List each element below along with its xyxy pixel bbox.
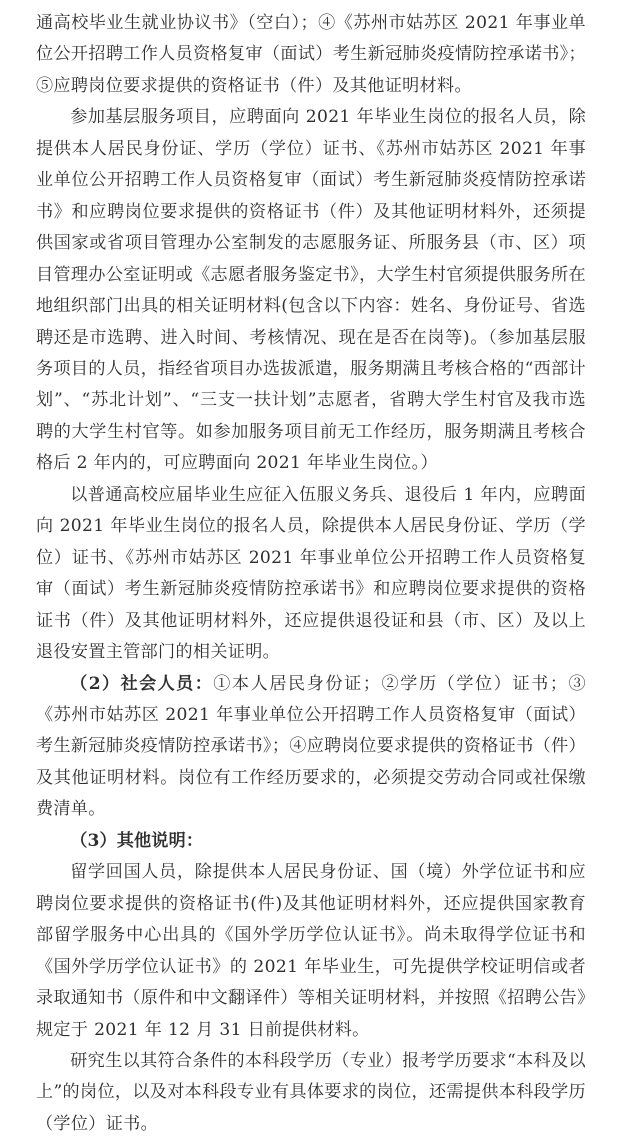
paragraph-2: 参加基层服务项目，应聘面向 2021 年毕业生岗位的报名人员，除提供本人居民身份证、学历（学位）证书、《苏州市姑苏区 2021 年事业单位公开招聘工作人员资格复审（面试）考生新冠肺炎疫情防控承诺书》和应聘岗位要求提供的资格证书（件）及其他证明材料外，还须提供国家或省项目管理办公室制发的志愿服务证、所服务县（市、区）项目管理办公室证明或《志愿者服务鉴定书》，大学生村官须提供服务所在地组织部门出具的相关证明材料(包含以下内容：姓名、身份证号、省选聘还是市选聘、进入时间、考核情况、现在是否在岗等)。（参加基层服务项目的人员，指经省项目办选拔派遣，服务期满且考核合格的“西部计划”、“苏北计划”、“三支一扶计划”志愿者，省聘大学生村官及我市选聘的大学生村官等。如参加服务项目前无工作经历，服务期满且考核合格后 2 年内的，可应聘面向 2021 年毕业生岗位。）: [36, 107, 586, 474]
paragraph-4: [36, 669, 586, 826]
heading-social-personnel: （2）社会人员：: [70, 673, 214, 694]
paragraph-7: 研究生以其符合条件的本科段学历（专业）报考学历要求“本科及以上”的岗位，以及对本科段专业有具体要求的岗位，还需提供本科段学历（学位）证书。: [36, 1050, 586, 1134]
heading-other-notes: （3）其他说明：: [70, 830, 204, 851]
paragraph-5: [36, 826, 586, 857]
paragraph-1: 通高校毕业生就业协议书》（空白）；④《苏州市姑苏区 2021 年事业单位公开招聘工作人员资格复审（面试）考生新冠肺炎疫情防控承诺书》；⑤应聘岗位要求提供的资格证书（件）及其他证明材料。: [36, 13, 586, 96]
paragraph-6: 留学回国人员，除提供本人居民身份证、国（境）外学位证书和应聘岗位要求提供的资格证书(件)及其他证明材料外，还应提供国家教育部留学服务中心出具的《国外学历学位认证书》。尚未取得学位证书和《国外学历学位认证书》的 2021 年毕业生，可先提供学校证明信或者录取通知书（原件和中文翻译件）等相关证明材料，并按照《招聘公告》规定于 2021 年 12 月 31 日前提供材料。: [36, 862, 586, 1040]
paragraph-3: 以普通高校应届毕业生应征入伍服义务兵、退役后 1 年内，应聘面向 2021 年毕业生岗位的报名人员，除提供本人居民身份证、学历（学位）证书、《苏州市姑苏区 2021 年事业单位公开招聘工作人员资格复审（面试）考生新冠肺炎疫情防控承诺书》和应聘岗位要求提供的资格证书（件）及其他证明材料外，还应提供退役证和县（市、区）及以上退役安置主管部门的相关证明。: [36, 484, 586, 663]
document-text-body: [36, 8, 586, 1140]
paragraph-4-text: ①本人居民身份证；②学历（学位）证书；③《苏州市姑苏区 2021 年事业单位公开招聘工作人员资格复审（面试）考生新冠肺炎疫情防控承诺书》；④应聘岗位要求提供的资格证书（件）及其他证明材料。岗位有工作经历要求的，必须提交劳动合同或社保缴费清单。: [36, 673, 586, 820]
